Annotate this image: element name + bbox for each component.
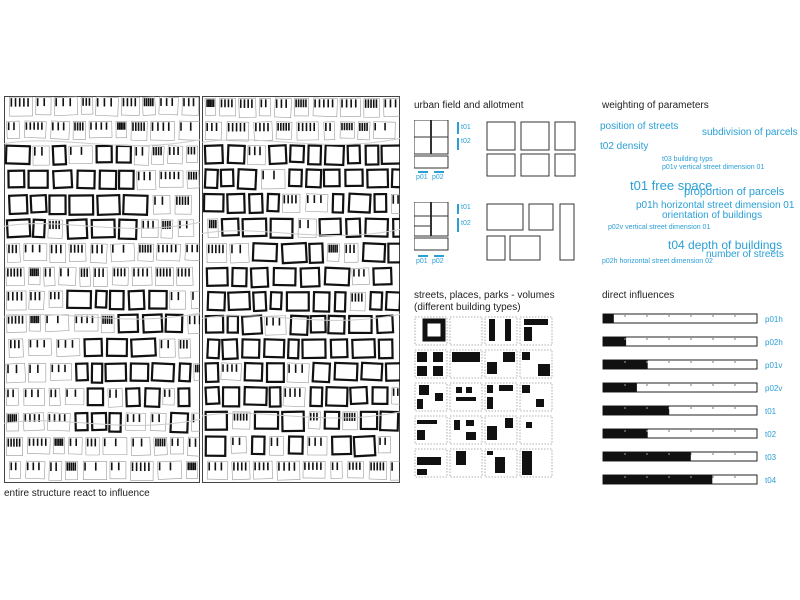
typology-cell — [450, 416, 482, 444]
word-t02-density: t02 density — [600, 141, 649, 152]
word-subdivision-of-parcels: subdivision of parcels — [702, 127, 798, 138]
typology-cell — [415, 317, 447, 345]
dim-label-p02-b: p02 — [432, 258, 444, 265]
allotment-diagram-2 — [414, 202, 474, 266]
typology-cell — [520, 350, 552, 378]
word-p01v: p01v vertical street dimension 01 — [662, 164, 765, 171]
typology-cell — [415, 383, 447, 411]
influences-heading: direct influences — [602, 290, 675, 301]
urban-plan-left — [4, 96, 200, 483]
typology-cell — [450, 449, 482, 477]
influence-bar-label: p02h — [765, 338, 783, 347]
influence-bar-label: t02 — [765, 430, 777, 439]
influence-bar-label: t01 — [765, 407, 777, 416]
dim-label-p02: p02 — [432, 174, 444, 181]
influence-bar — [603, 360, 782, 370]
typology-cell — [485, 416, 517, 444]
dim-label-t02: t02 — [461, 138, 471, 145]
word-t03-building-typs: t03 building typs — [662, 156, 713, 163]
streets-heading-line1: streets, places, parks - volumes — [414, 290, 555, 301]
typology-cell — [415, 350, 447, 378]
word-t04-depth-of-buildings: t04 depth of buildings — [668, 238, 783, 252]
influence-bars — [602, 312, 792, 488]
word-proportion-of-parcels: proportion of parcels — [684, 186, 785, 198]
allotment-diagram-1 — [414, 120, 474, 182]
word-cloud — [596, 118, 796, 268]
dim-label-t01: t01 — [461, 124, 471, 131]
dim-label-t01-b: t01 — [461, 204, 471, 211]
building-typology-grid — [414, 316, 554, 482]
typology-cell — [520, 449, 552, 477]
plan-caption: entire structure react to influence — [4, 488, 150, 499]
typology-cell — [485, 449, 517, 477]
word-p02v: p02v vertical street dimension 01 — [608, 224, 711, 231]
influence-bar — [603, 475, 777, 485]
typology-cell — [450, 317, 482, 345]
word-p02h: p02h horizontal street dimension 02 — [602, 258, 713, 265]
typology-cell — [520, 416, 552, 444]
parcel-boxes-2 — [486, 202, 578, 264]
influence-bar-label: t04 — [765, 476, 777, 485]
typology-cell — [485, 350, 517, 378]
typology-cell — [450, 383, 482, 411]
influence-bar — [603, 452, 777, 462]
dim-label-t02-b: t02 — [461, 220, 471, 227]
typology-cell — [415, 449, 447, 477]
typology-cell — [520, 317, 552, 345]
typology-cell — [450, 350, 482, 378]
dim-label-p01: p01 — [416, 174, 428, 181]
streets-heading — [414, 290, 555, 314]
typology-cell — [485, 383, 517, 411]
parcel-boxes-1 — [486, 120, 578, 182]
word-orientation-of-buildings: orientation of buildings — [662, 210, 763, 221]
influence-bar — [603, 406, 777, 416]
influence-bar-label: t03 — [765, 453, 777, 462]
word-position-of-streets: position of streets — [600, 121, 679, 132]
influence-bar-label: p02v — [765, 384, 783, 393]
weighting-heading: weighting of parameters — [602, 100, 709, 111]
typology-cell — [485, 317, 517, 345]
word-t01-free-space: t01 free space — [630, 178, 713, 193]
influence-bar — [603, 314, 783, 324]
influence-bar-label: p01v — [765, 361, 783, 370]
influence-bar — [603, 383, 782, 393]
typology-cell — [415, 416, 447, 444]
word-p01h: p01h horizontal street dimension 01 — [636, 200, 795, 211]
influence-bar-label: p01h — [765, 315, 783, 324]
urban-field-heading: urban field and allotment — [414, 100, 524, 111]
word-number-of-streets: number of streets — [706, 249, 784, 260]
typology-cell — [520, 383, 552, 411]
influence-bar — [603, 429, 777, 439]
streets-heading-line2: (different building types) — [414, 302, 521, 313]
urban-plan-right — [202, 96, 400, 483]
influence-bar — [603, 337, 783, 347]
dim-label-p01-b: p01 — [416, 258, 428, 265]
